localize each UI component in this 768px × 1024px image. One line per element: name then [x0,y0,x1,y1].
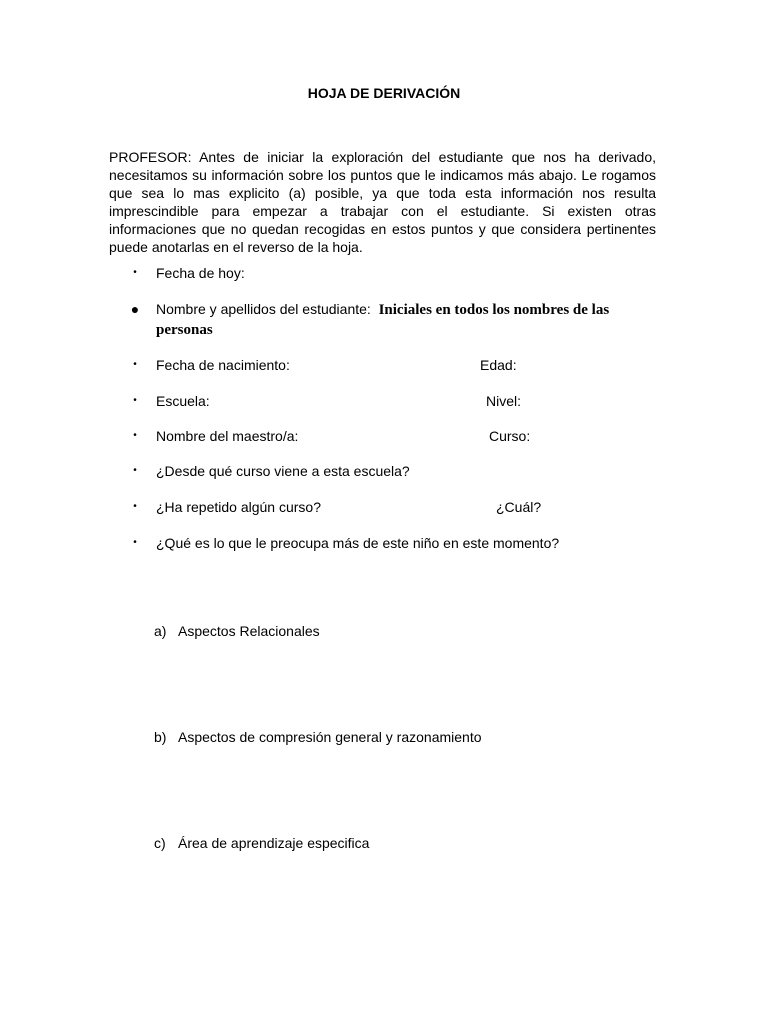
cual-label: ¿Cuál? [496,499,542,515]
desde-curso-label: ¿Desde qué curso viene a esta escuela? [156,463,410,479]
bullet-marker: • [133,501,137,512]
item-maestro [0,428,768,448]
subitem-letter: b) [154,729,167,745]
bullet-marker: • [133,359,137,370]
document-title: HOJA DE DERIVACIÓN [307,85,461,101]
curso-label: Curso: [489,428,531,444]
item-fecha-nacimiento [0,357,768,377]
fecha-nacimiento-label: Fecha de nacimiento: [156,357,290,373]
item-repetido [0,499,768,519]
intro-paragraph: PROFESOR: Antes de iniciar la exploración del estudiante que nos ha derivado, necesitamos su información sobre los puntos que le indicamos más abajo. Le rogamos que sea lo mas explicito (a) posible, ya que toda esta información nos resulta imprescindible para empezar a trabajar con el estudiante. Si existen otras informaciones que no quedan recogidas en estos puntos y que considera pertinentes puede anotarlas en el reverso de la hoja. [109,149,656,255]
item-preocupa [0,535,768,555]
subitem-label: Aspectos de compresión general y razonamiento [178,729,482,745]
repetido-label: ¿Ha repetido algún curso? [156,499,321,515]
item-desde-curso [0,463,768,483]
subitem-label: Área de aprendizaje especifica [178,835,370,851]
nivel-label: Nivel: [486,393,522,409]
nombre-label [156,301,609,319]
edad-label: Edad: [480,357,517,373]
nombre-note: Iniciales en todos los nombres de las [378,302,610,318]
bullet-marker: ● [130,301,140,317]
subitem-letter: c) [154,835,166,851]
subitem-label: Aspectos Relacionales [178,623,320,639]
nombre-label-text: Nombre y apellidos del estudiante: [156,301,371,317]
escuela-label: Escuela: [156,393,210,409]
fecha-hoy-label: Fecha de hoy: [156,265,245,281]
subitem-letter: a) [154,623,167,639]
nombre-note-continued: personas [156,322,213,338]
item-fecha-hoy [0,265,768,285]
maestro-label: Nombre del maestro/a: [156,428,299,444]
bullet-marker: • [133,430,137,441]
item-nombre [0,301,768,343]
bullet-marker: • [133,537,137,548]
item-escuela [0,393,768,413]
bullet-marker: • [133,267,137,278]
preocupa-label: ¿Qué es lo que le preocupa más de este niño en este momento? [156,535,560,551]
bullet-marker: • [133,465,137,476]
bullet-marker: • [133,395,137,406]
